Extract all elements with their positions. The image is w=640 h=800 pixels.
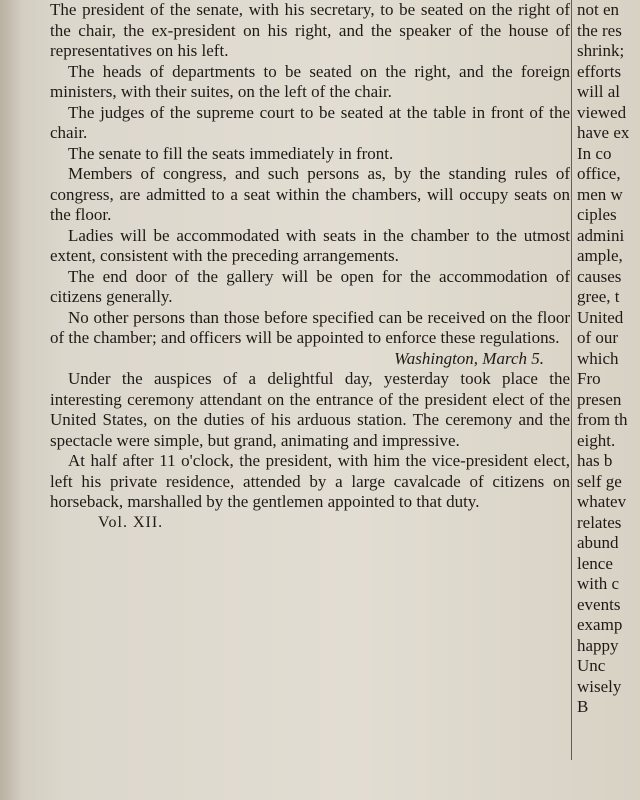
right-column-line: viewed — [577, 102, 627, 122]
volume-marker: Vol. XII. — [98, 513, 164, 531]
right-column-line: events — [577, 594, 621, 614]
right-column-line: have ex — [577, 123, 630, 142]
main-text-column — [50, 0, 570, 533]
paragraph: The senate to fill the seats immediately in front. — [68, 143, 394, 163]
right-column-line: shrink; — [577, 41, 625, 60]
right-column-line: office, — [577, 164, 621, 183]
right-column-line: Fro — [577, 369, 601, 388]
right-column-line: men w — [577, 184, 623, 204]
right-column-line: the res — [577, 20, 622, 40]
right-column-line: which — [577, 348, 619, 368]
right-column-line: with c — [577, 574, 620, 593]
right-column-line: admini — [577, 225, 625, 245]
right-text-column-cropped — [577, 0, 640, 718]
right-column-line: ample, — [577, 246, 623, 265]
right-column-line: efforts — [577, 61, 622, 81]
right-column-line: causes — [577, 266, 622, 286]
page-fold-shadow — [0, 0, 22, 800]
paragraph: Members of congress, and such persons as, by the standing rules of congress, are admitted to a seat within the chambers, will occupy seats on the floor. — [50, 164, 570, 224]
right-column-line: will al — [577, 82, 620, 101]
right-column-line: relates — [577, 512, 622, 532]
right-column-line: presen — [577, 389, 622, 409]
right-column-line: wisely — [577, 676, 622, 696]
right-column-line: examp — [577, 615, 623, 634]
right-column-line: from th — [577, 410, 628, 429]
right-column-line: ciples — [577, 205, 617, 224]
paragraph: Under the auspices of a delightful day, yesterday took place the interesting ceremony attendant on the entrance of the president elect of the United States, on the duties of his arduous station. The ceremony and the spectacle were simple, but grand, animating and impressive. — [50, 369, 570, 450]
right-column-line: Unc — [577, 656, 606, 675]
right-column-line: B — [577, 697, 589, 716]
paragraph: The heads of departments to be seated on the right, and the foreign ministers, with their suites, on the left of the chair. — [50, 61, 570, 101]
paragraph: The end door of the gallery will be open for the accommodation of citizens generally. — [50, 266, 570, 306]
right-column-line: lence — [577, 553, 613, 573]
paragraph: No other persons than those before specified can be received on the floor of the chamber; and officers will be appointed to enforce these regulations. — [50, 307, 570, 347]
right-column-line: gree, t — [577, 287, 620, 306]
column-rule — [571, 0, 572, 760]
right-column-line: happy — [577, 635, 619, 655]
right-column-line: self ge — [577, 471, 622, 491]
dateline: Washington, March 5. — [394, 348, 544, 368]
right-column-line: has b — [577, 451, 613, 470]
right-column-line: of our — [577, 328, 619, 347]
right-column-line: not en — [577, 0, 620, 19]
right-column-line: abund — [577, 533, 619, 552]
paragraph: The president of the senate, with his secretary, to be seated on the right of the chair, the ex-president on his right, and the speaker of the house of representatives on his left. — [50, 0, 570, 60]
right-column-line: whatev — [577, 492, 627, 511]
paragraph: The judges of the supreme court to be seated at the table in front of the chair. — [50, 102, 570, 142]
right-column-line: United — [577, 307, 624, 327]
paragraph: At half after 11 o'clock, the president, with him the vice-president elect, left his private residence, attended by a large cavalcade of citizens on horseback, marshalled by the gentlemen appointed to that duty. — [50, 451, 570, 511]
right-column-line: In co — [577, 143, 612, 163]
right-column-line: eight. — [577, 430, 616, 450]
paragraph: Ladies will be accommodated with seats in the chamber to the utmost extent, consistent with the preceding arrangements. — [50, 225, 570, 265]
